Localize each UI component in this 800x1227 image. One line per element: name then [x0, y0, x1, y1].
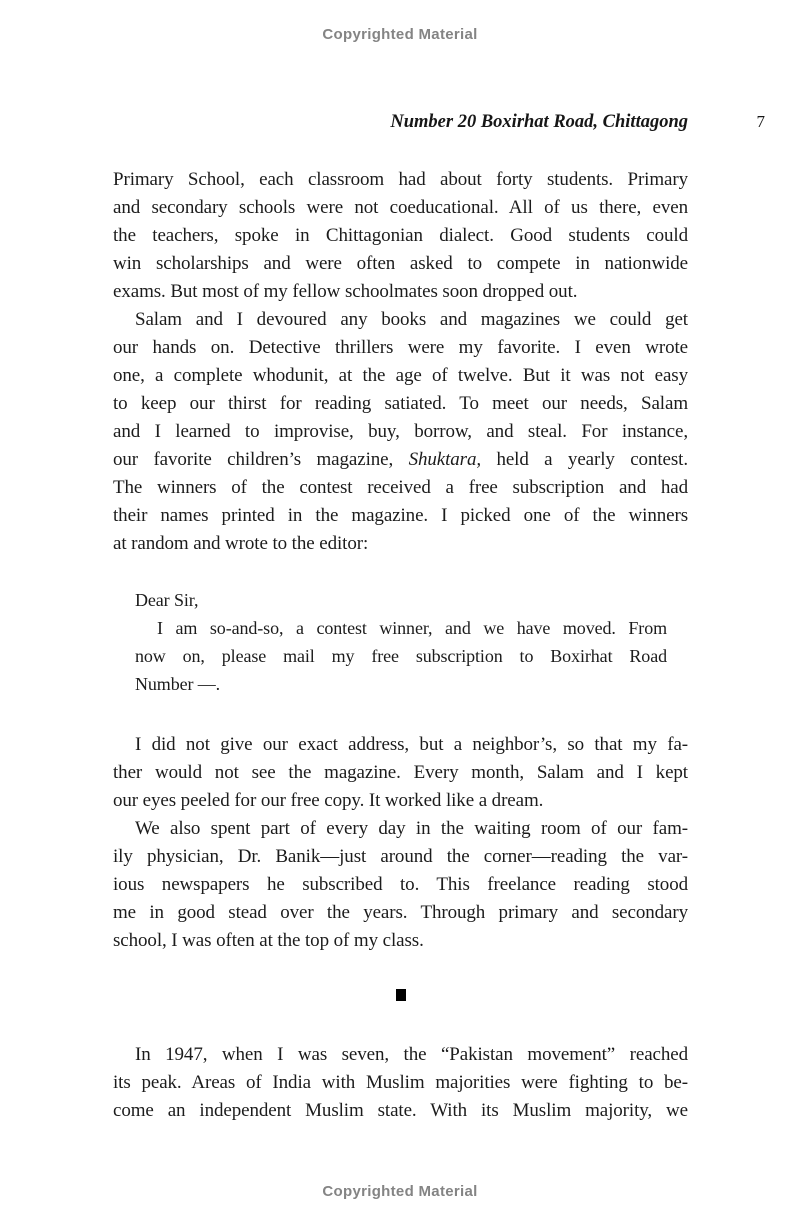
text-segment: I am so-and-so, a contest winner, and we have moved. From: [157, 618, 667, 638]
text-segment: the teachers, spoke in Chittagonian dialect. Good students could: [113, 225, 688, 246]
text-segment: In 1947, when I was seven, the “Pakistan movement” reached: [135, 1044, 688, 1065]
text-segment: our eyes peeled for our free copy. It worked like a dream.: [113, 790, 544, 811]
text-segment: held a yearly contest.: [481, 449, 688, 470]
text-segment: to keep our thirst for reading satiated. To meet our needs, Salam: [113, 393, 688, 414]
paragraph: [113, 306, 688, 558]
text-segment: Number —.: [135, 674, 221, 694]
text-line: [113, 899, 688, 927]
text-line: [113, 502, 688, 530]
text-segment: ther would not see the magazine. Every month, Salam and I kept: [113, 762, 688, 783]
text-line: [135, 670, 667, 698]
text-segment: their names printed in the magazine. I picked one of the winners: [113, 505, 688, 526]
text-line: [113, 278, 688, 306]
text-line: [113, 418, 688, 446]
italic-text-segment: Shuktara,: [408, 449, 482, 470]
text-line: [113, 390, 688, 418]
section-divider: [113, 989, 688, 1001]
text-segment: come an independent Muslim state. With its Muslim majority, we: [113, 1100, 688, 1121]
text-segment: at random and wrote to the editor:: [113, 533, 369, 554]
page-number: 7: [756, 112, 765, 131]
text-line: [135, 586, 667, 614]
letter-block: [135, 586, 667, 698]
text-line: [113, 166, 688, 194]
text-segment: and I learned to improvise, buy, borrow, and steal. For instance,: [113, 421, 688, 442]
text-segment: I did not give our exact address, but a neighbor’s, so that my fa-: [135, 734, 688, 755]
text-line: [113, 1069, 688, 1097]
text-line: [113, 222, 688, 250]
text-line: [113, 731, 688, 759]
text-segment: Salam and I devoured any books and magazines we could get: [135, 309, 688, 330]
text-segment: our favorite children’s magazine,: [113, 449, 409, 470]
text-segment: me in good stead over the years. Through primary and secondary: [113, 902, 688, 923]
text-segment: The winners of the contest received a free subscription and had: [113, 477, 688, 498]
divider-square-icon: [396, 989, 406, 1001]
text-line: [113, 362, 688, 390]
paragraph: [113, 815, 688, 955]
text-segment: and secondary schools were not coeducational. All of us there, even: [113, 197, 688, 218]
text-segment: one, a complete whodunit, at the age of twelve. But it was not easy: [113, 365, 688, 386]
text-line: [113, 1097, 688, 1125]
running-header: [113, 112, 765, 133]
text-segment: our hands on. Detective thrillers were my favorite. I even wrote: [113, 337, 688, 358]
text-line: [113, 194, 688, 222]
text-line: [113, 871, 688, 899]
paragraph: [113, 1041, 688, 1125]
text-line: [113, 530, 688, 558]
text-line: [113, 927, 688, 955]
page-body-content: [113, 166, 688, 1125]
text-segment: We also spent part of every day in the waiting room of our fam-: [135, 818, 688, 839]
copyright-notice-bottom: Copyrighted Material: [322, 1183, 478, 1200]
text-segment: win scholarships and were often asked to compete in nationwide: [113, 253, 688, 274]
text-segment: exams. But most of my fellow schoolmates soon dropped out.: [113, 281, 578, 302]
text-line: [113, 474, 688, 502]
text-segment: its peak. Areas of India with Muslim majorities were fighting to be-: [113, 1072, 688, 1093]
text-line: [135, 614, 667, 642]
running-title: Number 20 Boxirhat Road, Chittagong: [390, 112, 688, 132]
text-line: [113, 759, 688, 787]
text-line: [113, 815, 688, 843]
text-segment: school, I was often at the top of my class.: [113, 930, 424, 951]
text-line: [113, 787, 688, 815]
paragraph: [113, 731, 688, 815]
text-line: [113, 1041, 688, 1069]
text-line: [113, 446, 688, 474]
text-line: [113, 843, 688, 871]
text-segment: Dear Sir,: [135, 590, 199, 610]
copyright-notice-top: Copyrighted Material: [322, 26, 478, 43]
text-segment: now on, please mail my free subscription to Boxirhat Road: [135, 646, 667, 666]
text-line: [135, 642, 667, 670]
text-segment: ious newspapers he subscribed to. This freelance reading stood: [113, 874, 688, 895]
text-line: [113, 334, 688, 362]
text-segment: Primary School, each classroom had about forty students. Primary: [113, 169, 688, 190]
paragraph: [113, 166, 688, 306]
text-line: [113, 306, 688, 334]
text-segment: ily physician, Dr. Banik—just around the corner—reading the var-: [113, 846, 688, 867]
text-line: [113, 250, 688, 278]
